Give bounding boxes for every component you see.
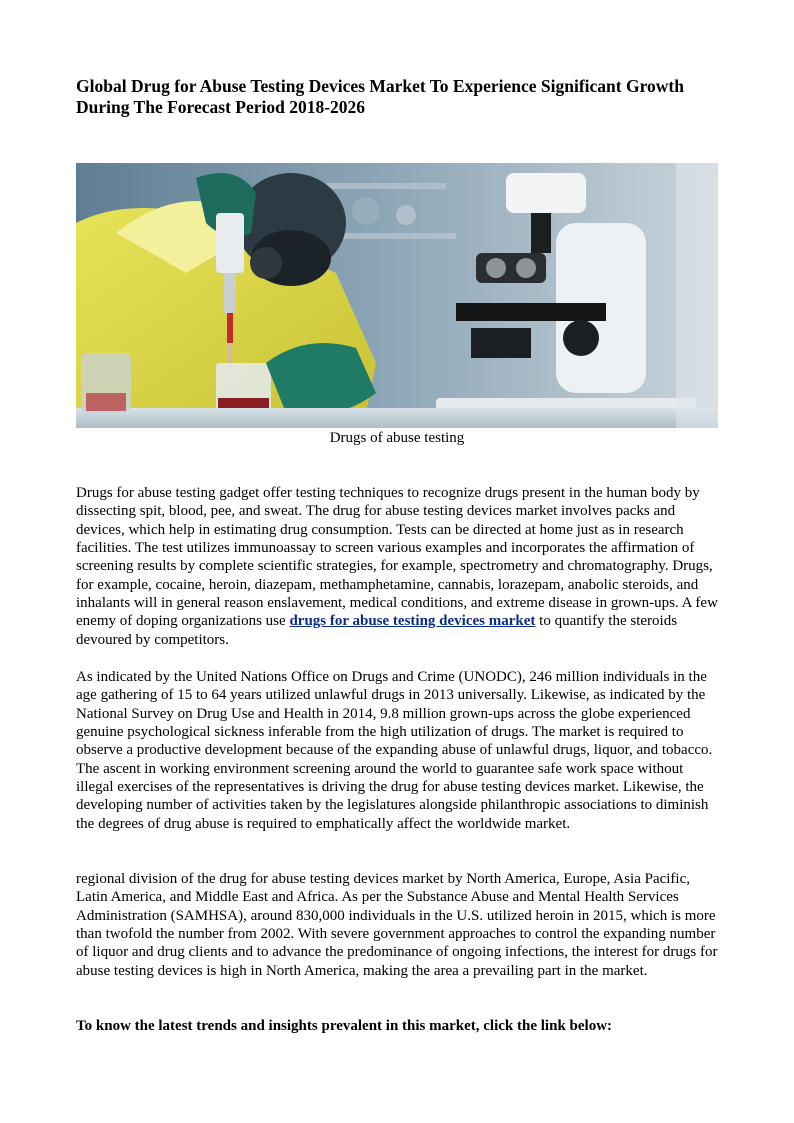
lab-technician-microscope-image [76,163,718,428]
paragraph-1-text: Drugs for abuse testing gadget offer testing techniques to recognize drugs present in the human body by dissecting spit, blood, pee, and sweat. The drug for abuse testing devices market involves packs and devices, which help in estimating drug consumption. Tests can be directed at home just as in research facilities. The test utilizes immunoassay to screen various examples and incorporates the affirmation of screening results by complete scientific strategies, for example, spectrometry and chromatography. Drugs, for example, cocaine, heroin, diazepam, methamphetamine, cannabis, lorazepam, anabolic steroids, and inhalants will in general reason enslavement, medical conditions, and extreme disease in grown-ups. A few enemy of doping organizations use [76,485,718,630]
market-report-link[interactable]: drugs for abuse testing devices market [289,613,536,630]
body-paragraph-3: regional division of the drug for abuse testing devices market by North America, Europe, Asia Pacific, Latin America, and Middle East and Africa. As per the Substance Abuse and Mental Health Services Administration (SAMHSA), around 830,000 individuals in the U.S. utilized heroin in 2015, which is more than twofold the number from 2002. With severe government approaches to control the expanding number of liquor and drug clients and to advance the predominance of ongoing infections, the interest for drugs for abuse testing devices is high in North America, making the area a prevailing part in the market. [76,871,718,979]
figure-caption: Drugs of abuse testing [329,430,465,446]
call-to-action-text: To know the latest trends and insights prevalent in this market, click the link below: [76,1018,613,1034]
body-paragraph-2: As indicated by the United Nations Office on Drugs and Crime (UNODC), 246 million individuals in the age gathering of 15 to 64 years utilized unlawful drugs in 2013 universally. Likewise, as indicated by the National Survey on Drug Use and Health in 2014, 9.8 million grown-ups across the globe experienced genuine psychological sickness inferable from the high utilization of drugs. The market is required to observe a productive development because of the expanding abuse of unlawful drugs, liquor, and tobacco. The ascent in working environment screening around the world to guarantee safe work space without illegal exercises of the representatives is driving the drug for abuse testing devices market. Likewise, the developing number of activities taken by the legislatures alongside philanthropic associations to diminish the degrees of drug abuse is required to emphatically affect the worldwide market. [76,669,713,832]
body-paragraph-1 [76,484,718,649]
article-title: Global Drug for Abuse Testing Devices Market To Experience Significant Growth During The Forecast Period 2018-2026 [76,76,684,117]
paragraph-1-text-end: to quantify the steroids devoured by competitors. [76,613,678,648]
